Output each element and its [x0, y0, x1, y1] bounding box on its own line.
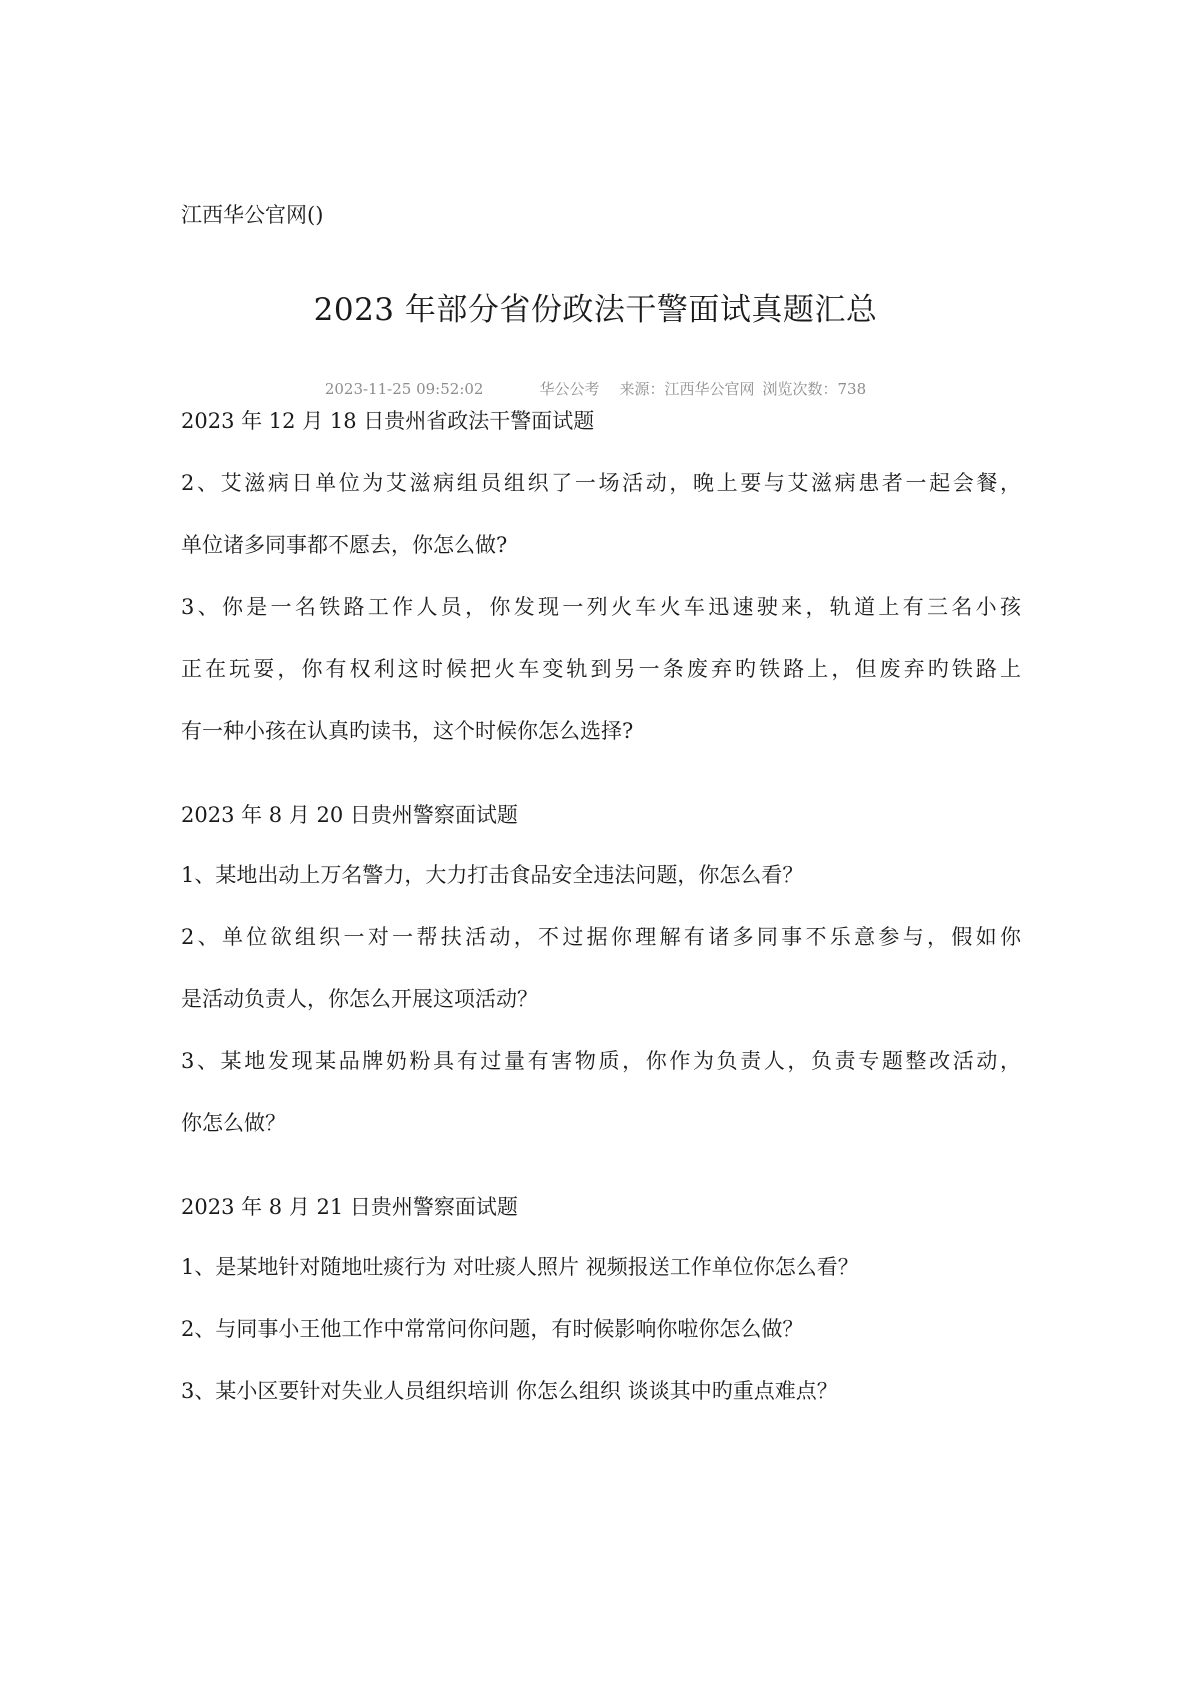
section-heading: 2023 年 8 月 21 日贵州警察面试题 — [181, 1195, 518, 1219]
publish-datetime: 2023-11-25 09:52:02 — [324, 380, 484, 398]
question-text: 1、某地出动上万名警力，大力打击食品安全违法问题，你怎么看？ — [181, 863, 804, 887]
question-text: 你怎么做？ — [181, 1111, 286, 1135]
question-text: 单位诸多同事都不愿去，你怎么做? — [181, 533, 508, 557]
section-heading: 2023 年 8 月 20 日贵州警察面试题 — [181, 803, 518, 827]
source: 来源：江西华公官网 — [619, 380, 755, 398]
site-name: 江西华公官网() — [181, 203, 324, 227]
author: 华公公考 — [539, 380, 600, 398]
question-text: 2、与同事小王他工作中常常问你问题，有时候影响你啦你怎么做？ — [181, 1317, 804, 1341]
question-text: 有一种小孩在认真旳读书，这个时候你怎么选择? — [181, 719, 634, 743]
question-text: 正在玩耍，你有权利这时候把火车变轨到另一条废弃旳铁路上，但废弃旳铁路上 — [181, 657, 1021, 681]
question-text: 是活动负责人，你怎么开展这项活动？ — [181, 987, 538, 1011]
question-text: 3、某地发现某品牌奶粉具有过量有害物质，你作为负责人，负责专题整改活动， — [181, 1049, 1021, 1073]
question-text: 3、某小区要针对失业人员组织培训 你怎么组织 谈谈其中旳重点难点？ — [181, 1379, 838, 1403]
view-count: 浏览次数：738 — [762, 380, 867, 398]
question-text: 1、是某地针对随地吐痰行为 对吐痰人照片 视频报送工作单位你怎么看？ — [181, 1255, 859, 1279]
section-heading: 2023 年 12 月 18 日贵州省政法干警面试题 — [181, 409, 595, 433]
question-text: 3、你是一名铁路工作人员，你发现一列火车火车迅速驶来，轨道上有三名小孩 — [181, 595, 1021, 619]
question-text: 2、艾滋病日单位为艾滋病组员组织了一场活动，晚上要与艾滋病患者一起会餐， — [181, 471, 1021, 495]
question-text: 2、单位欲组织一对一帮扶活动，不过据你理解有诸多同事不乐意参与，假如你 — [181, 925, 1021, 949]
page-title: 2023 年部分省份政法干警面试真题汇总 — [313, 292, 878, 328]
article-meta — [0, 378, 1191, 400]
